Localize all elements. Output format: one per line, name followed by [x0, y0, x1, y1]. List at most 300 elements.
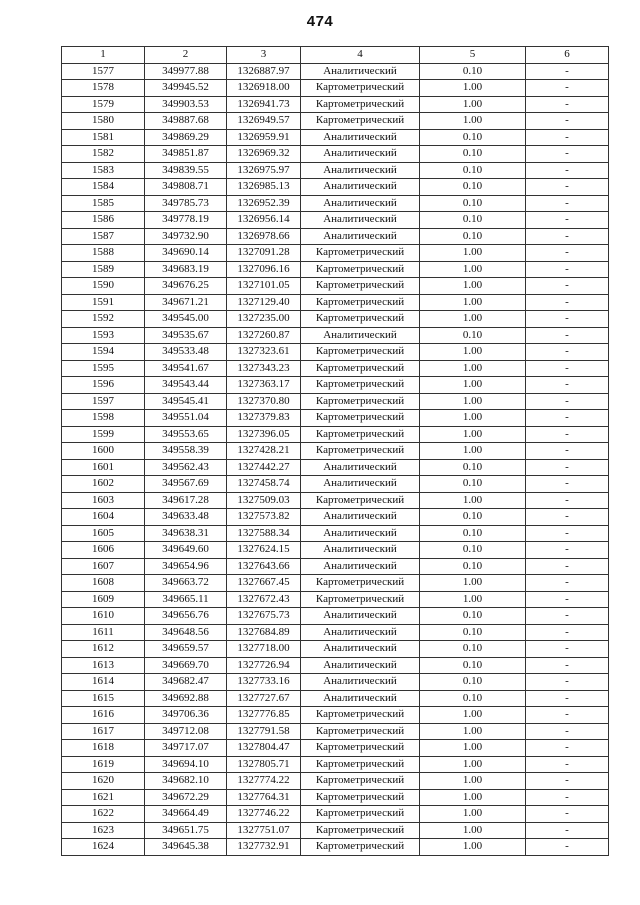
x-coordinate-cell: 349887.68	[145, 113, 227, 130]
y-coordinate-cell: 1327129.40	[227, 294, 301, 311]
y-coordinate-cell: 1327101.05	[227, 278, 301, 295]
point-number-cell: 1608	[62, 575, 145, 592]
y-coordinate-cell: 1326985.13	[227, 179, 301, 196]
y-coordinate-cell: 1327726.94	[227, 657, 301, 674]
note-cell: -	[526, 228, 609, 245]
point-number-cell: 1577	[62, 63, 145, 80]
method-cell: Аналитический	[301, 509, 420, 526]
point-number-cell: 1592	[62, 311, 145, 328]
x-coordinate-cell: 349676.25	[145, 278, 227, 295]
accuracy-cell: 1.00	[420, 393, 526, 410]
accuracy-cell: 1.00	[420, 278, 526, 295]
point-number-cell: 1591	[62, 294, 145, 311]
x-coordinate-cell: 349712.08	[145, 723, 227, 740]
accuracy-cell: 0.10	[420, 162, 526, 179]
x-coordinate-cell: 349945.52	[145, 80, 227, 97]
y-coordinate-cell: 1327573.82	[227, 509, 301, 526]
note-cell: -	[526, 558, 609, 575]
table-row	[62, 113, 609, 130]
y-coordinate-cell: 1327776.85	[227, 707, 301, 724]
table-row	[62, 773, 609, 790]
x-coordinate-cell: 349651.75	[145, 822, 227, 839]
y-coordinate-cell: 1327684.89	[227, 624, 301, 641]
method-cell: Аналитический	[301, 179, 420, 196]
y-coordinate-cell: 1327509.03	[227, 492, 301, 509]
method-cell: Аналитический	[301, 641, 420, 658]
accuracy-cell: 0.10	[420, 525, 526, 542]
x-coordinate-cell: 349977.88	[145, 63, 227, 80]
x-coordinate-cell: 349706.36	[145, 707, 227, 724]
x-coordinate-cell: 349551.04	[145, 410, 227, 427]
column-header-1: 1	[62, 47, 145, 64]
method-cell: Аналитический	[301, 228, 420, 245]
note-cell: -	[526, 789, 609, 806]
note-cell: -	[526, 492, 609, 509]
point-number-cell: 1605	[62, 525, 145, 542]
point-number-cell: 1593	[62, 327, 145, 344]
x-coordinate-cell: 349692.88	[145, 690, 227, 707]
point-number-cell: 1603	[62, 492, 145, 509]
x-coordinate-cell: 349839.55	[145, 162, 227, 179]
note-cell: -	[526, 129, 609, 146]
table-row	[62, 525, 609, 542]
x-coordinate-cell: 349682.47	[145, 674, 227, 691]
table-row	[62, 179, 609, 196]
accuracy-cell: 1.00	[420, 80, 526, 97]
method-cell: Аналитический	[301, 195, 420, 212]
y-coordinate-cell: 1327804.47	[227, 740, 301, 757]
accuracy-cell: 1.00	[420, 245, 526, 262]
table-row	[62, 377, 609, 394]
x-coordinate-cell: 349778.19	[145, 212, 227, 229]
y-coordinate-cell: 1327588.34	[227, 525, 301, 542]
note-cell: -	[526, 839, 609, 856]
method-cell: Картометрический	[301, 410, 420, 427]
column-header-4: 4	[301, 47, 420, 64]
method-cell: Картометрический	[301, 377, 420, 394]
note-cell: -	[526, 426, 609, 443]
note-cell: -	[526, 96, 609, 113]
method-cell: Аналитический	[301, 608, 420, 625]
note-cell: -	[526, 179, 609, 196]
accuracy-cell: 1.00	[420, 410, 526, 427]
note-cell: -	[526, 278, 609, 295]
note-cell: -	[526, 657, 609, 674]
x-coordinate-cell: 349903.53	[145, 96, 227, 113]
table-row	[62, 509, 609, 526]
note-cell: -	[526, 195, 609, 212]
table-row	[62, 327, 609, 344]
accuracy-cell: 1.00	[420, 294, 526, 311]
point-number-cell: 1609	[62, 591, 145, 608]
y-coordinate-cell: 1327235.00	[227, 311, 301, 328]
accuracy-cell: 1.00	[420, 261, 526, 278]
accuracy-cell: 0.10	[420, 558, 526, 575]
accuracy-cell: 0.10	[420, 228, 526, 245]
point-number-cell: 1581	[62, 129, 145, 146]
x-coordinate-cell: 349808.71	[145, 179, 227, 196]
accuracy-cell: 0.10	[420, 641, 526, 658]
point-number-cell: 1596	[62, 377, 145, 394]
table-row	[62, 410, 609, 427]
note-cell: -	[526, 690, 609, 707]
accuracy-cell: 0.10	[420, 608, 526, 625]
method-cell: Аналитический	[301, 63, 420, 80]
y-coordinate-cell: 1327624.15	[227, 542, 301, 559]
y-coordinate-cell: 1327260.87	[227, 327, 301, 344]
column-header-2: 2	[145, 47, 227, 64]
table-row	[62, 96, 609, 113]
method-cell: Аналитический	[301, 129, 420, 146]
x-coordinate-cell: 349645.38	[145, 839, 227, 856]
note-cell: -	[526, 327, 609, 344]
y-coordinate-cell: 1327091.28	[227, 245, 301, 262]
point-number-cell: 1619	[62, 756, 145, 773]
x-coordinate-cell: 349543.44	[145, 377, 227, 394]
point-number-cell: 1610	[62, 608, 145, 625]
accuracy-cell: 1.00	[420, 723, 526, 740]
note-cell: -	[526, 641, 609, 658]
x-coordinate-cell: 349553.65	[145, 426, 227, 443]
x-coordinate-cell: 349683.19	[145, 261, 227, 278]
x-coordinate-cell: 349690.14	[145, 245, 227, 262]
x-coordinate-cell: 349541.67	[145, 360, 227, 377]
point-number-cell: 1588	[62, 245, 145, 262]
y-coordinate-cell: 1326969.32	[227, 146, 301, 163]
table-row	[62, 162, 609, 179]
point-number-cell: 1618	[62, 740, 145, 757]
table-row	[62, 360, 609, 377]
method-cell: Аналитический	[301, 624, 420, 641]
point-number-cell: 1617	[62, 723, 145, 740]
x-coordinate-cell: 349732.90	[145, 228, 227, 245]
y-coordinate-cell: 1326949.57	[227, 113, 301, 130]
note-cell: -	[526, 360, 609, 377]
table-row	[62, 459, 609, 476]
accuracy-cell: 1.00	[420, 839, 526, 856]
table-row	[62, 426, 609, 443]
table-row	[62, 822, 609, 839]
table-body	[62, 63, 609, 855]
x-coordinate-cell: 349562.43	[145, 459, 227, 476]
x-coordinate-cell: 349648.56	[145, 624, 227, 641]
note-cell: -	[526, 80, 609, 97]
point-number-cell: 1590	[62, 278, 145, 295]
point-number-cell: 1578	[62, 80, 145, 97]
note-cell: -	[526, 674, 609, 691]
point-number-cell: 1621	[62, 789, 145, 806]
x-coordinate-cell: 349545.41	[145, 393, 227, 410]
accuracy-cell: 1.00	[420, 789, 526, 806]
note-cell: -	[526, 723, 609, 740]
y-coordinate-cell: 1327727.67	[227, 690, 301, 707]
point-number-cell: 1586	[62, 212, 145, 229]
table-row	[62, 146, 609, 163]
point-number-cell: 1616	[62, 707, 145, 724]
table-row	[62, 393, 609, 410]
table-row	[62, 476, 609, 493]
table-row	[62, 674, 609, 691]
method-cell: Картометрический	[301, 245, 420, 262]
accuracy-cell: 1.00	[420, 756, 526, 773]
accuracy-cell: 0.10	[420, 690, 526, 707]
accuracy-cell: 0.10	[420, 509, 526, 526]
table-row	[62, 723, 609, 740]
table-row	[62, 311, 609, 328]
accuracy-cell: 0.10	[420, 624, 526, 641]
point-number-cell: 1585	[62, 195, 145, 212]
table-row	[62, 789, 609, 806]
x-coordinate-cell: 349694.10	[145, 756, 227, 773]
accuracy-cell: 1.00	[420, 773, 526, 790]
point-number-cell: 1584	[62, 179, 145, 196]
method-cell: Картометрический	[301, 96, 420, 113]
point-number-cell: 1601	[62, 459, 145, 476]
method-cell: Аналитический	[301, 674, 420, 691]
table-row	[62, 80, 609, 97]
column-header-3: 3	[227, 47, 301, 64]
x-coordinate-cell: 349656.76	[145, 608, 227, 625]
method-cell: Картометрический	[301, 756, 420, 773]
header-row	[62, 47, 609, 64]
table-row	[62, 129, 609, 146]
y-coordinate-cell: 1326918.00	[227, 80, 301, 97]
y-coordinate-cell: 1327379.83	[227, 410, 301, 427]
method-cell: Аналитический	[301, 162, 420, 179]
method-cell: Картометрический	[301, 806, 420, 823]
accuracy-cell: 1.00	[420, 426, 526, 443]
y-coordinate-cell: 1327733.16	[227, 674, 301, 691]
table-row	[62, 740, 609, 757]
method-cell: Аналитический	[301, 459, 420, 476]
accuracy-cell: 0.10	[420, 476, 526, 493]
note-cell: -	[526, 707, 609, 724]
y-coordinate-cell: 1327805.71	[227, 756, 301, 773]
note-cell: -	[526, 261, 609, 278]
table-row	[62, 707, 609, 724]
note-cell: -	[526, 476, 609, 493]
accuracy-cell: 0.10	[420, 129, 526, 146]
page-number: 474	[306, 13, 334, 30]
point-number-cell: 1613	[62, 657, 145, 674]
point-number-cell: 1614	[62, 674, 145, 691]
point-number-cell: 1624	[62, 839, 145, 856]
method-cell: Аналитический	[301, 690, 420, 707]
accuracy-cell: 1.00	[420, 822, 526, 839]
method-cell: Аналитический	[301, 146, 420, 163]
method-cell: Картометрический	[301, 393, 420, 410]
note-cell: -	[526, 806, 609, 823]
x-coordinate-cell: 349851.87	[145, 146, 227, 163]
method-cell: Картометрический	[301, 294, 420, 311]
point-number-cell: 1623	[62, 822, 145, 839]
x-coordinate-cell: 349638.31	[145, 525, 227, 542]
y-coordinate-cell: 1327751.07	[227, 822, 301, 839]
table-row	[62, 212, 609, 229]
method-cell: Картометрический	[301, 789, 420, 806]
method-cell: Аналитический	[301, 525, 420, 542]
point-number-cell: 1602	[62, 476, 145, 493]
accuracy-cell: 1.00	[420, 806, 526, 823]
accuracy-cell: 1.00	[420, 344, 526, 361]
point-number-cell: 1612	[62, 641, 145, 658]
point-number-cell: 1606	[62, 542, 145, 559]
point-number-cell: 1600	[62, 443, 145, 460]
x-coordinate-cell: 349669.70	[145, 657, 227, 674]
method-cell: Аналитический	[301, 476, 420, 493]
point-number-cell: 1595	[62, 360, 145, 377]
note-cell: -	[526, 410, 609, 427]
table-header	[62, 47, 609, 64]
y-coordinate-cell: 1327718.00	[227, 641, 301, 658]
point-number-cell: 1607	[62, 558, 145, 575]
y-coordinate-cell: 1326975.97	[227, 162, 301, 179]
y-coordinate-cell: 1327096.16	[227, 261, 301, 278]
y-coordinate-cell: 1326952.39	[227, 195, 301, 212]
column-header-6: 6	[526, 47, 609, 64]
y-coordinate-cell: 1327732.91	[227, 839, 301, 856]
table-row	[62, 443, 609, 460]
method-cell: Картометрический	[301, 707, 420, 724]
x-coordinate-cell: 349664.49	[145, 806, 227, 823]
method-cell: Картометрический	[301, 740, 420, 757]
method-cell: Аналитический	[301, 657, 420, 674]
note-cell: -	[526, 756, 609, 773]
accuracy-cell: 1.00	[420, 575, 526, 592]
method-cell: Картометрический	[301, 278, 420, 295]
point-number-cell: 1620	[62, 773, 145, 790]
accuracy-cell: 1.00	[420, 740, 526, 757]
accuracy-cell: 1.00	[420, 311, 526, 328]
method-cell: Картометрический	[301, 822, 420, 839]
method-cell: Картометрический	[301, 261, 420, 278]
note-cell: -	[526, 212, 609, 229]
note-cell: -	[526, 773, 609, 790]
note-cell: -	[526, 443, 609, 460]
x-coordinate-cell: 349654.96	[145, 558, 227, 575]
y-coordinate-cell: 1327363.17	[227, 377, 301, 394]
y-coordinate-cell: 1327343.23	[227, 360, 301, 377]
method-cell: Картометрический	[301, 773, 420, 790]
point-number-cell: 1579	[62, 96, 145, 113]
x-coordinate-cell: 349533.48	[145, 344, 227, 361]
method-cell: Картометрический	[301, 344, 420, 361]
note-cell: -	[526, 377, 609, 394]
y-coordinate-cell: 1327667.45	[227, 575, 301, 592]
note-cell: -	[526, 608, 609, 625]
y-coordinate-cell: 1326956.14	[227, 212, 301, 229]
note-cell: -	[526, 575, 609, 592]
x-coordinate-cell: 349659.57	[145, 641, 227, 658]
point-number-cell: 1599	[62, 426, 145, 443]
table-row	[62, 542, 609, 559]
x-coordinate-cell: 349682.10	[145, 773, 227, 790]
method-cell: Картометрический	[301, 80, 420, 97]
point-number-cell: 1582	[62, 146, 145, 163]
y-coordinate-cell: 1326887.97	[227, 63, 301, 80]
accuracy-cell: 1.00	[420, 360, 526, 377]
table-row	[62, 591, 609, 608]
method-cell: Картометрический	[301, 591, 420, 608]
accuracy-cell: 0.10	[420, 459, 526, 476]
method-cell: Аналитический	[301, 327, 420, 344]
note-cell: -	[526, 542, 609, 559]
table-row	[62, 756, 609, 773]
table-row	[62, 690, 609, 707]
point-number-cell: 1611	[62, 624, 145, 641]
note-cell: -	[526, 525, 609, 542]
method-cell: Картометрический	[301, 575, 420, 592]
accuracy-cell: 0.10	[420, 179, 526, 196]
y-coordinate-cell: 1327458.74	[227, 476, 301, 493]
x-coordinate-cell: 349617.28	[145, 492, 227, 509]
x-coordinate-cell: 349663.72	[145, 575, 227, 592]
table-row	[62, 344, 609, 361]
y-coordinate-cell: 1327442.27	[227, 459, 301, 476]
y-coordinate-cell: 1326978.66	[227, 228, 301, 245]
y-coordinate-cell: 1326941.73	[227, 96, 301, 113]
method-cell: Картометрический	[301, 426, 420, 443]
note-cell: -	[526, 459, 609, 476]
table-row	[62, 624, 609, 641]
y-coordinate-cell: 1327774.22	[227, 773, 301, 790]
table-row	[62, 228, 609, 245]
table-row	[62, 63, 609, 80]
method-cell: Картометрический	[301, 723, 420, 740]
accuracy-cell: 1.00	[420, 492, 526, 509]
coordinates-table	[61, 46, 609, 856]
table-row	[62, 641, 609, 658]
note-cell: -	[526, 63, 609, 80]
point-number-cell: 1594	[62, 344, 145, 361]
method-cell: Аналитический	[301, 542, 420, 559]
note-cell: -	[526, 624, 609, 641]
accuracy-cell: 0.10	[420, 657, 526, 674]
point-number-cell: 1580	[62, 113, 145, 130]
y-coordinate-cell: 1327428.21	[227, 443, 301, 460]
point-number-cell: 1604	[62, 509, 145, 526]
y-coordinate-cell: 1327746.22	[227, 806, 301, 823]
table-row	[62, 278, 609, 295]
y-coordinate-cell: 1327396.05	[227, 426, 301, 443]
point-number-cell: 1589	[62, 261, 145, 278]
point-number-cell: 1587	[62, 228, 145, 245]
point-number-cell: 1622	[62, 806, 145, 823]
y-coordinate-cell: 1327675.73	[227, 608, 301, 625]
accuracy-cell: 1.00	[420, 443, 526, 460]
method-cell: Картометрический	[301, 113, 420, 130]
note-cell: -	[526, 591, 609, 608]
accuracy-cell: 0.10	[420, 542, 526, 559]
accuracy-cell: 0.10	[420, 146, 526, 163]
point-number-cell: 1597	[62, 393, 145, 410]
accuracy-cell: 0.10	[420, 212, 526, 229]
x-coordinate-cell: 349558.39	[145, 443, 227, 460]
column-header-5: 5	[420, 47, 526, 64]
x-coordinate-cell: 349649.60	[145, 542, 227, 559]
method-cell: Картометрический	[301, 492, 420, 509]
point-number-cell: 1583	[62, 162, 145, 179]
method-cell: Картометрический	[301, 839, 420, 856]
note-cell: -	[526, 740, 609, 757]
table-row	[62, 657, 609, 674]
table-row	[62, 558, 609, 575]
method-cell: Картометрический	[301, 443, 420, 460]
accuracy-cell: 0.10	[420, 327, 526, 344]
y-coordinate-cell: 1327791.58	[227, 723, 301, 740]
note-cell: -	[526, 294, 609, 311]
y-coordinate-cell: 1327764.31	[227, 789, 301, 806]
